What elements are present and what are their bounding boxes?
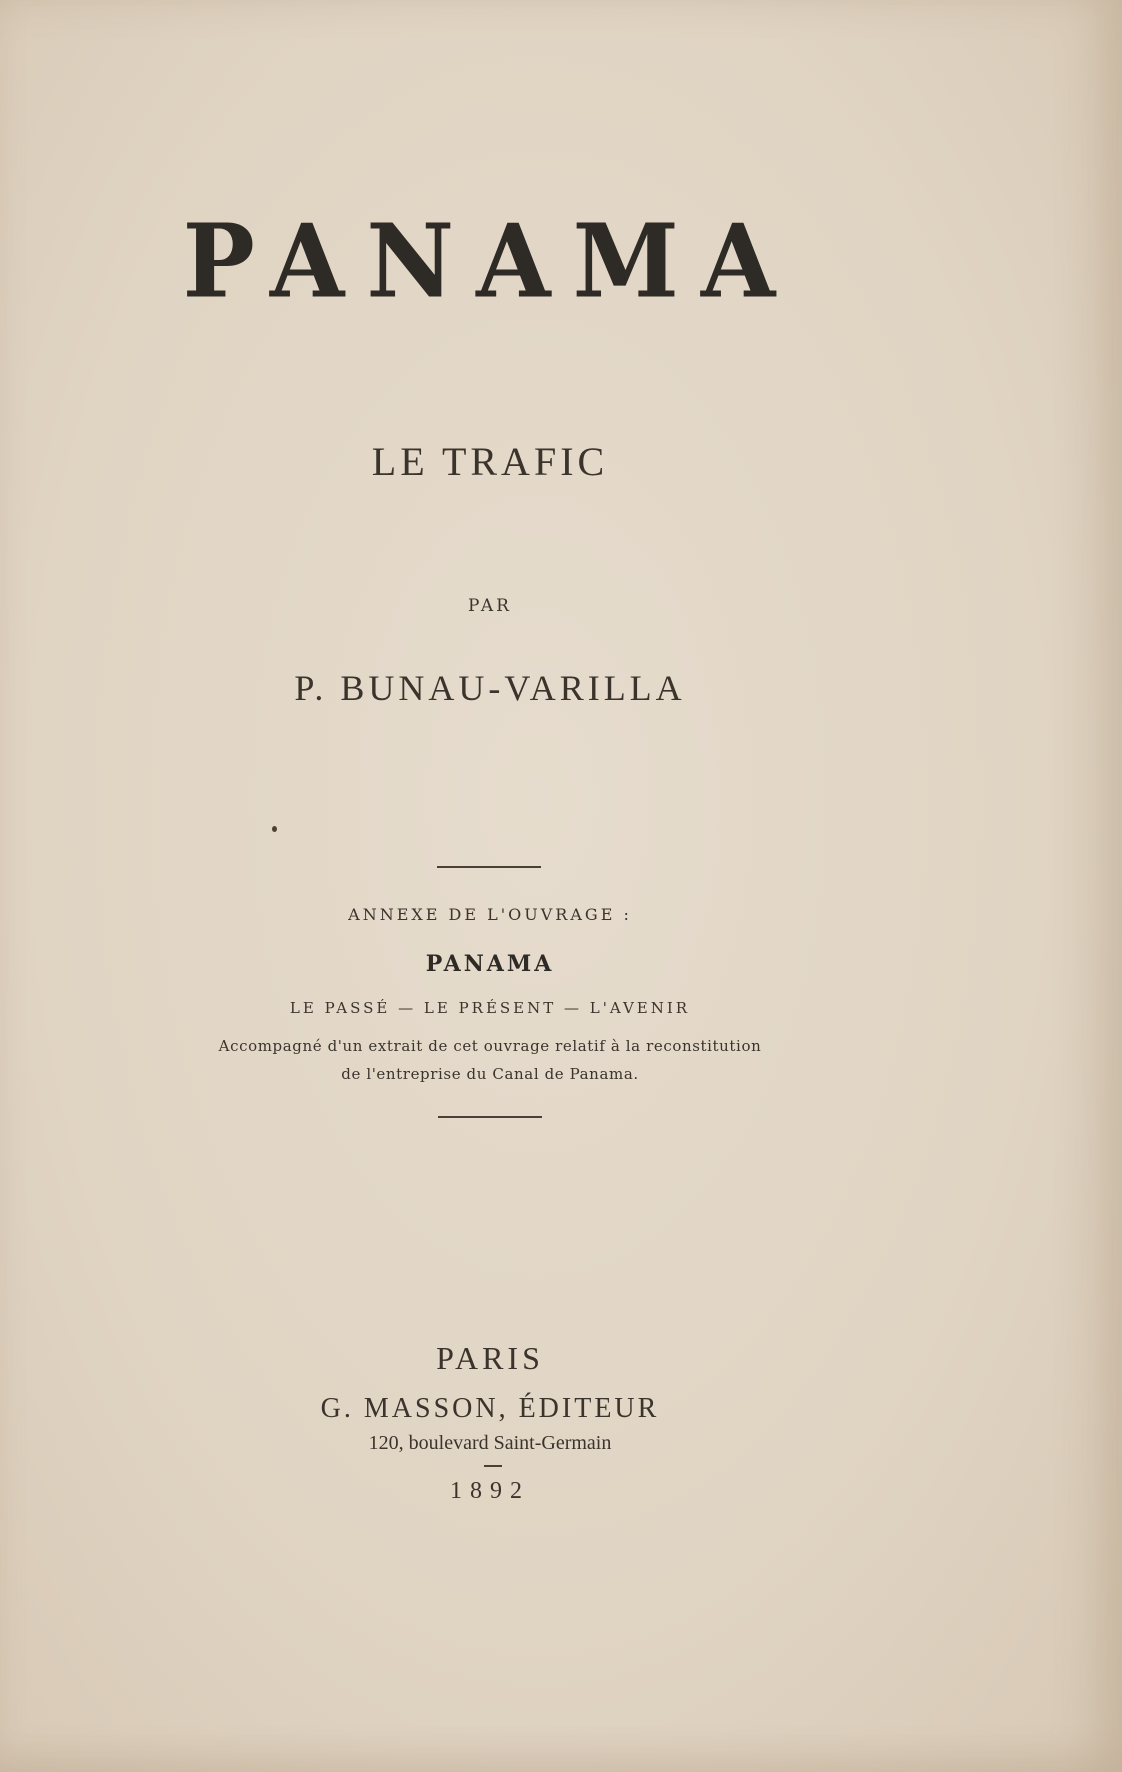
book-subtitle: LE TRAFIC xyxy=(371,439,609,484)
divider-bottom xyxy=(438,1116,542,1118)
author-name: P. BUNAU-VARILLA xyxy=(294,668,686,708)
by-label: PAR xyxy=(468,596,512,616)
imprint-year: 1892 xyxy=(450,1478,530,1504)
imprint-divider xyxy=(484,1465,502,1467)
ink-speck xyxy=(272,826,277,832)
book-title: PANAMA xyxy=(182,202,798,321)
annex-intro: ANNEXE DE L'OUVRAGE : xyxy=(348,905,632,924)
imprint-publisher: G. MASSON, ÉDITEUR xyxy=(320,1393,660,1424)
annex-note-line-2: de l'entreprise du Canal de Panama. xyxy=(341,1065,639,1083)
annex-periods: LE PASSÉ — LE PRÉSENT — L'AVENIR xyxy=(289,999,691,1017)
divider-top xyxy=(437,866,541,868)
imprint-address: 120, boulevard Saint-Germain xyxy=(368,1432,612,1454)
annex-note-line-1: Accompagné d'un extrait de cet ouvrage relatif à la reconstitution xyxy=(218,1037,762,1055)
annex-title: PANAMA xyxy=(425,951,555,977)
imprint-city: PARIS xyxy=(436,1340,544,1376)
